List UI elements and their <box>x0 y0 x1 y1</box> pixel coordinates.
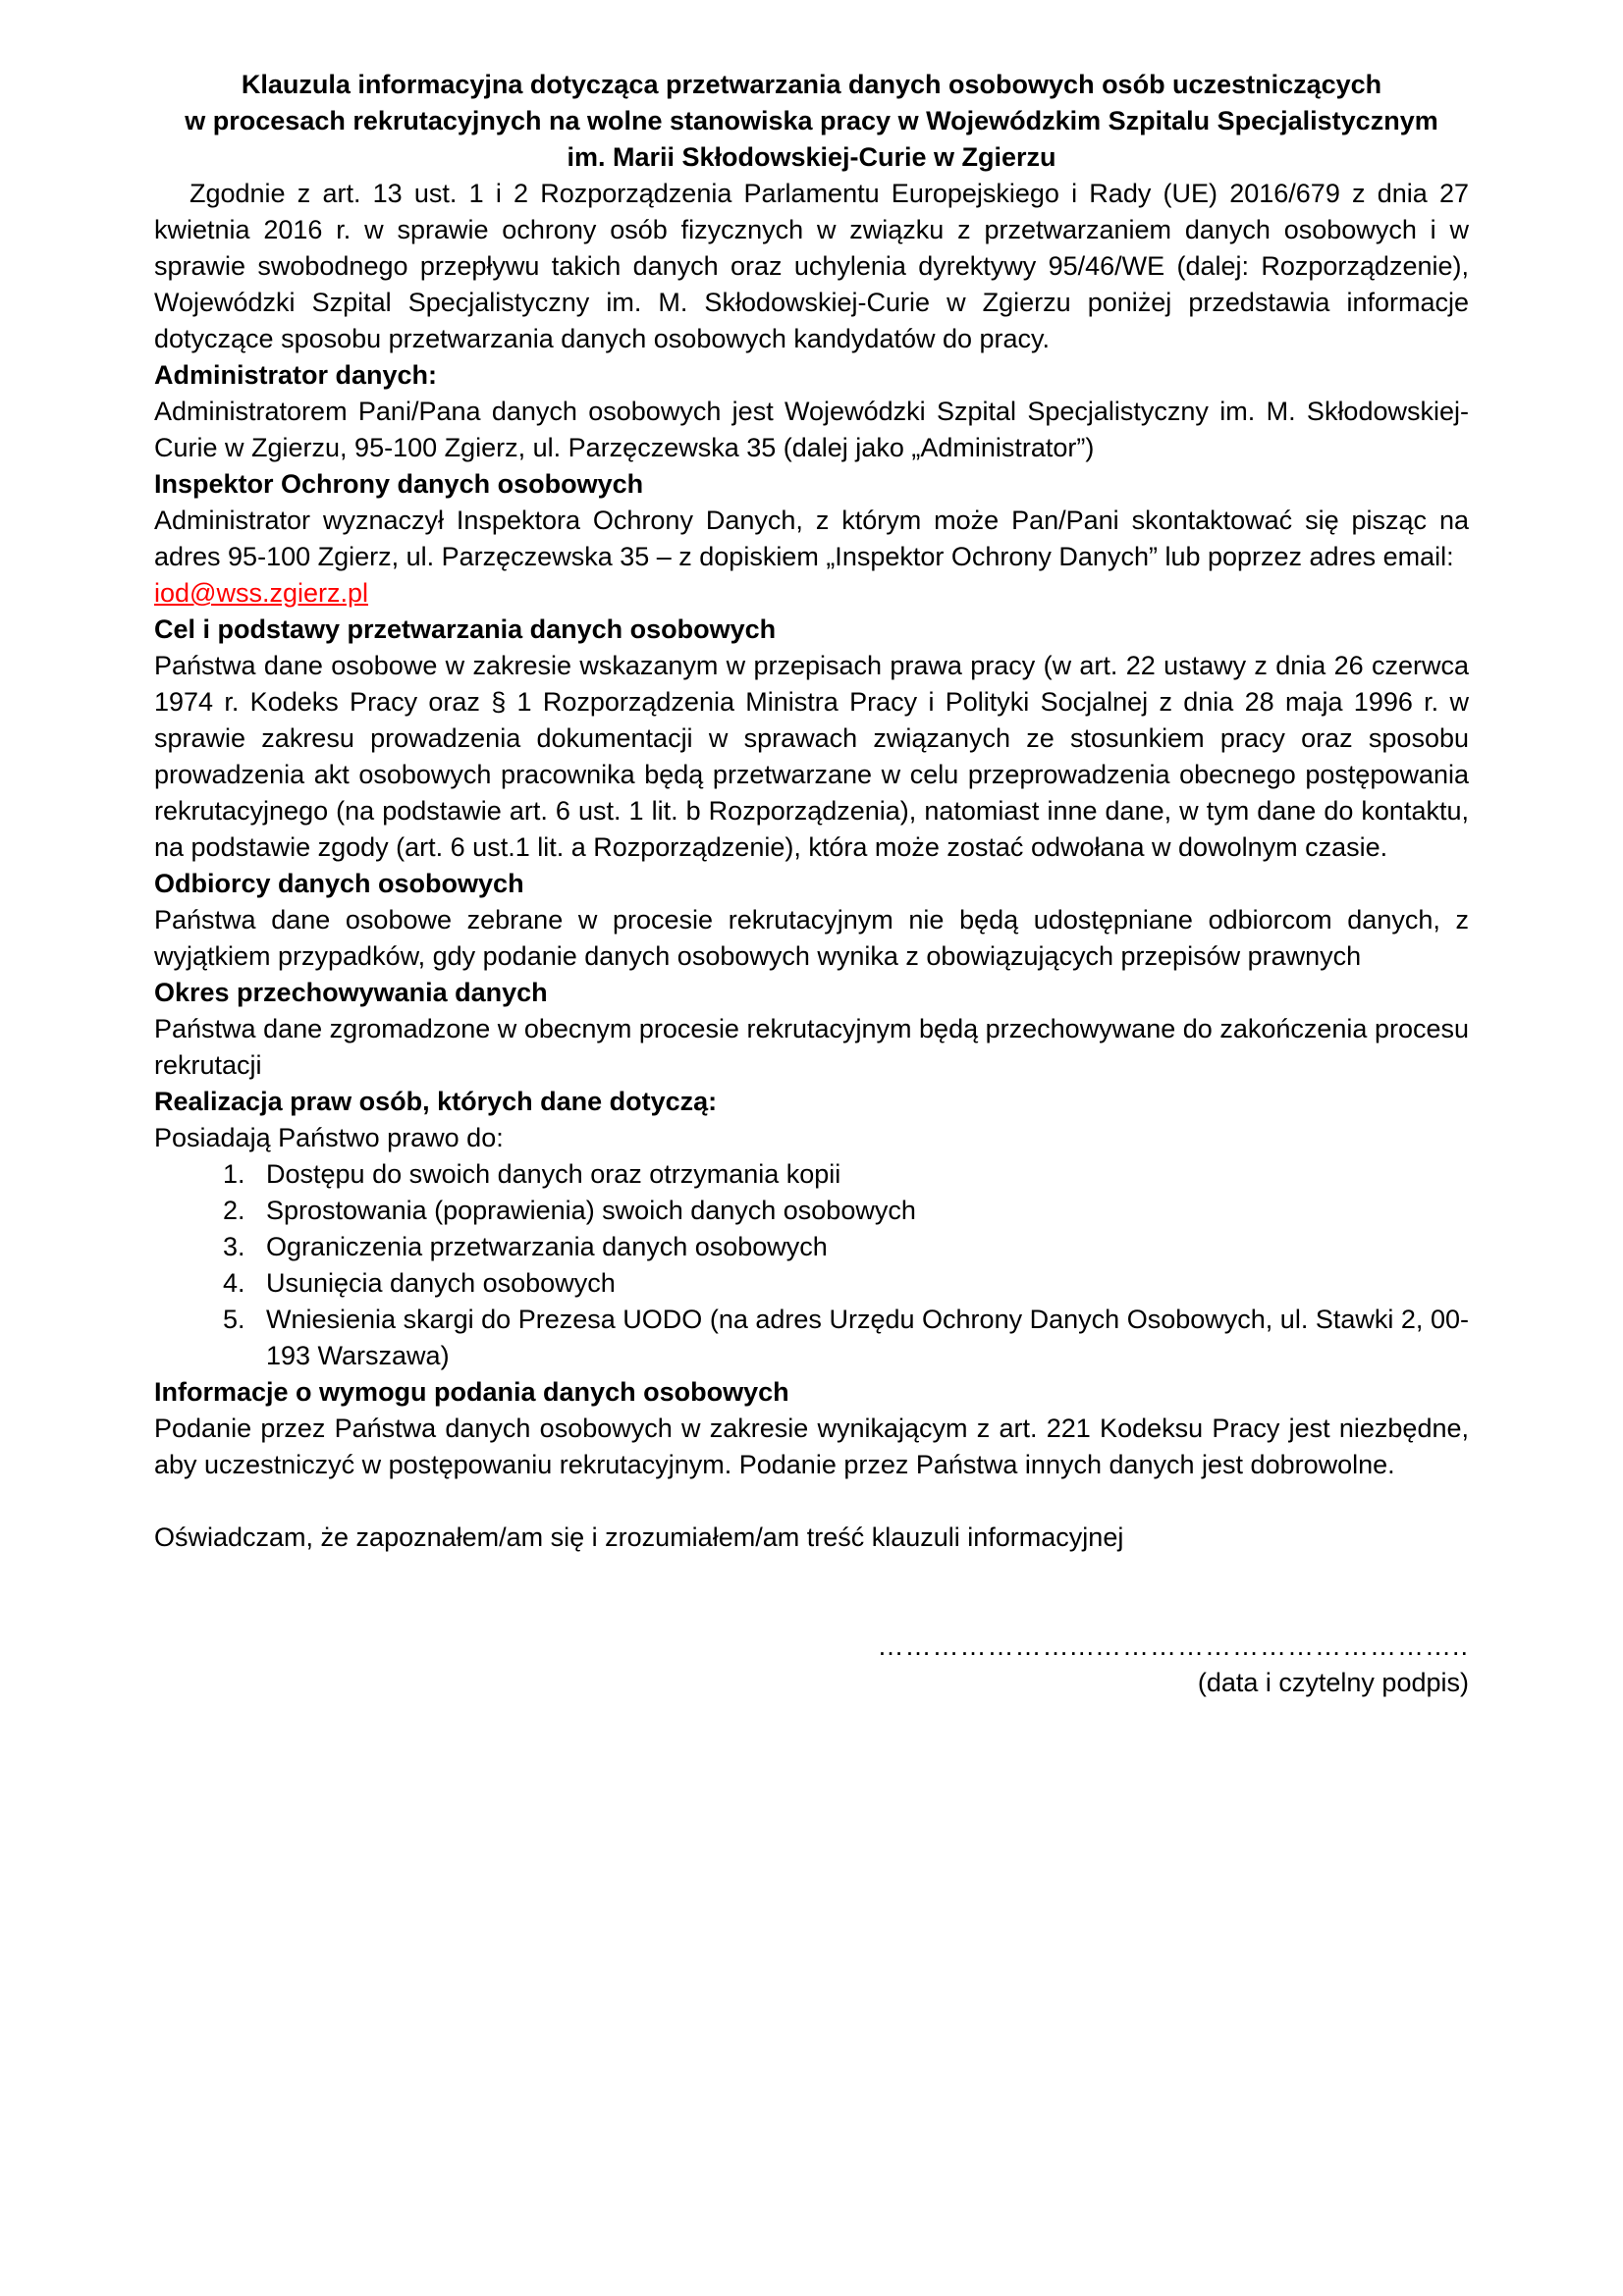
rights-item-text: Ograniczenia przetwarzania danych osobowych <box>266 1232 828 1261</box>
okres-paragraph: Państwa dane zgromadzone w obecnym procesie rekrutacyjnym będą przechowywane do zakończenia procesu rekrutacji <box>154 1014 1469 1080</box>
inspektor-paragraph <box>154 503 1469 575</box>
declaration-paragraph: Oświadczam, że zapoznałem/am się i zrozumiałem/am treść klauzuli informacyjnej <box>154 1522 1124 1552</box>
administrator-paragraph: Administratorem Pani/Pana danych osobowych jest Wojewódzki Szpital Specjalistyczny im. M. Skłodowskiej-Curie w Zgierzu, 95-100 Zgierz, ul. Parzęczewska 35 (dalej jako „Administrator”) <box>154 397 1469 462</box>
odbiorcy-paragraph: Państwa dane osobowe zebrane w procesie rekrutacyjnym nie będą udostępniane odbiorcom danych, z wyjątkiem przypadków, gdy podanie danych osobowych wynika z obowiązujących przepisów prawnych <box>154 905 1469 971</box>
rights-list-item <box>252 1229 1469 1265</box>
wymog-paragraph: Podanie przez Państwa danych osobowych w zakresie wynikającym z art. 221 Kodeksu Pracy jest niezbędne, aby uczestniczyć w postępowaniu rekrutacyjnym. Podanie przez Państwa innych danych jest dobrowolne. <box>154 1414 1469 1479</box>
heading-odbiorcy-danych: Odbiorcy danych osobowych <box>154 869 524 898</box>
cel-paragraph: Państwa dane osobowe w zakresie wskazanym w przepisach prawa pracy (w art. 22 ustawy z dnia 26 czerwca 1974 r. Kodeks Pracy oraz § 1 Rozporządzenia Ministra Pracy i Polityki Socjalnej z dnia 28 maja 1996 r. w sprawie zakresu prowadzenia dokumentacji w sprawach związanych ze stosunkiem pracy oraz sposobu prowadzenia akt osobowych pracownika będą przetwarzane w celu przeprowadzenia obecnego postępowania rekrutacyjnego (na podstawie art. 6 ust. 1 lit. b Rozporządzenia), natomiast inne dane, w tym dane do kontaktu, na podstawie zgody (art. 6 ust.1 lit. a Rozporządzenie), która może zostać odwołana w dowolnym czasie. <box>154 651 1469 862</box>
heading-cel-i-podstawy: Cel i podstawy przetwarzania danych osobowych <box>154 614 777 644</box>
signature-label: (data i czytelny podpis) <box>1197 1668 1469 1697</box>
rights-item-text: Usunięcia danych osobowych <box>266 1268 616 1298</box>
rights-item-text: Dostępu do swoich danych oraz otrzymania kopii <box>266 1159 841 1189</box>
title-line-1: Klauzula informacyjna dotycząca przetwarzania danych osobowych osób uczestniczących <box>241 70 1382 99</box>
title-line-2: w procesach rekrutacyjnych na wolne stanowiska pracy w Wojewódzkim Szpitalu Specjalistycznym <box>185 106 1438 135</box>
inspektor-paragraph-text: Administrator wyznaczył Inspektora Ochrony Danych, z którym może Pan/Pani skontaktować się pisząc na adres 95-100 Zgierz, ul. Parzęczewska 35 – z dopiskiem „Inspektor Ochrony Danych” lub poprzez adres email: <box>154 506 1469 571</box>
email-link[interactable]: iod@wss.zgierz.pl <box>154 578 368 608</box>
title-line-3: im. Marii Skłodowskiej-Curie w Zgierzu <box>567 142 1056 172</box>
heading-okres-przechowywania: Okres przechowywania danych <box>154 978 548 1007</box>
heading-informacje-o-wymogu: Informacje o wymogu podania danych osobowych <box>154 1377 789 1407</box>
heading-inspektor-ochrony-danych: Inspektor Ochrony danych osobowych <box>154 469 644 499</box>
rights-list-item <box>252 1265 1469 1302</box>
rights-item-text: Sprostowania (poprawienia) swoich danych osobowych <box>266 1196 916 1225</box>
realizacja-lead: Posiadają Państwo prawo do: <box>154 1123 504 1152</box>
intro-paragraph: Zgodnie z art. 13 ust. 1 i 2 Rozporządzenia Parlamentu Europejskiego i Rady (UE) 2016/679 z dnia 27 kwietnia 2016 r. w sprawie ochrony osób fizycznych w związku z przetwarzaniem danych osobowych i w sprawie swobodnego przepływu takich danych oraz uchylenia dyrektywy 95/46/WE (dalej: Rozporządzenie), Wojewódzki Szpital Specjalistyczny im. M. Skłodowskiej-Curie w Zgierzu poniżej przedstawia informacje dotyczące sposobu przetwarzania danych osobowych kandydatów do pracy. <box>154 179 1469 353</box>
signature-dotted-line: …………………...………………………………….. <box>877 1631 1469 1661</box>
email-line <box>154 575 1469 612</box>
rights-list-item <box>252 1156 1469 1193</box>
rights-item-text: Wniesienia skargi do Prezesa UODO (na adres Urzędu Ochrony Danych Osobowych, ul. Stawki 2, 00-193 Warszawa) <box>266 1305 1469 1370</box>
heading-realizacja-praw: Realizacja praw osób, których dane dotyczą: <box>154 1087 718 1116</box>
signature-block <box>154 1629 1469 1701</box>
heading-administrator-danych: Administrator danych: <box>154 360 438 390</box>
rights-list-item <box>252 1302 1469 1374</box>
rights-list <box>154 1156 1469 1374</box>
rights-list-item <box>252 1193 1469 1229</box>
document-title <box>154 67 1469 176</box>
